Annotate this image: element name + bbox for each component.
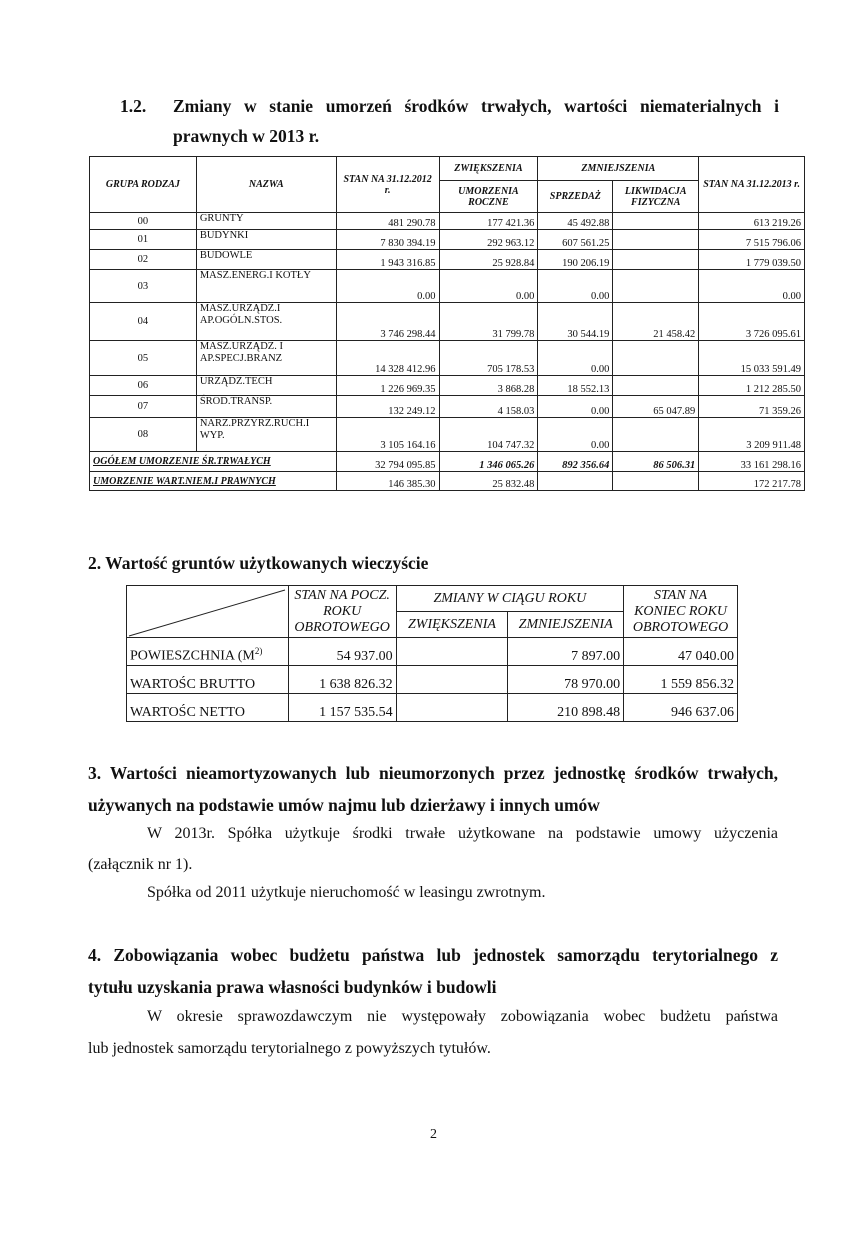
header-zmniejszenia: ZMNIEJSZENIA <box>538 157 699 181</box>
header-likwidacja: LIKWIDACJA FIZYCZNA <box>613 181 699 213</box>
row-code: 06 <box>90 376 197 396</box>
row-sprzedaz: 0.00 <box>538 270 613 303</box>
total-sprzedaz: 892 356.64 <box>538 452 613 472</box>
row-sprzedaz: 30 544.19 <box>538 303 613 341</box>
row-start: 0.00 <box>336 270 439 303</box>
diagonal-line <box>127 586 287 638</box>
header-increase: ZWIĘKSZENIA <box>396 612 508 638</box>
table-row <box>90 213 805 230</box>
row-label-text: POWIESZCHNIA (M <box>130 649 255 664</box>
table-row <box>90 418 805 452</box>
row-decrease: 210 898.48 <box>508 694 624 722</box>
row-code: 07 <box>90 396 197 418</box>
total-likwidacja: 86 506.31 <box>613 452 699 472</box>
row-sprzedaz: 607 561.25 <box>538 230 613 250</box>
intangible-sprzedaz <box>538 472 613 491</box>
row-decrease: 7 897.00 <box>508 638 624 666</box>
table-row <box>90 270 805 303</box>
intangible-start: 146 385.30 <box>336 472 439 491</box>
row-start: 481 290.78 <box>336 213 439 230</box>
table-row <box>127 694 738 722</box>
table-row <box>127 638 738 666</box>
row-end: 1 559 856.32 <box>624 666 738 694</box>
row-name: MASZ.URZĄDZ. I AP.SPECJ.BRANZ <box>196 341 336 376</box>
section3-para1-line2: (załącznik nr 1). <box>88 856 193 873</box>
section4-title-line2: tytułu uzyskania prawa własności budynków i budowli <box>88 977 497 997</box>
row-label <box>127 638 289 666</box>
row-sprzedaz: 18 552.13 <box>538 376 613 396</box>
row-umorzenia: 0.00 <box>439 270 538 303</box>
row-umorzenia: 3 868.28 <box>439 376 538 396</box>
row-sprzedaz: 0.00 <box>538 418 613 452</box>
table-row <box>90 376 805 396</box>
row-likwidacja <box>613 270 699 303</box>
row-sprzedaz: 0.00 <box>538 396 613 418</box>
row-start: 1 157 535.54 <box>288 694 396 722</box>
row-umorzenia: 25 928.84 <box>439 250 538 270</box>
header-decrease: ZMNIEJSZENIA <box>508 612 624 638</box>
section4-title-line1: 4. Zobowiązania wobec budżetu państwa lub jednostek samorządu terytorialnego z <box>88 945 778 965</box>
row-end: 71 359.26 <box>699 396 805 418</box>
row-decrease: 78 970.00 <box>508 666 624 694</box>
section4-para-line1: W okresie sprawozdawczym nie występowały zobowiązania wobec budżetu państwa <box>147 1008 778 1025</box>
total-umorzenia: 1 346 065.26 <box>439 452 538 472</box>
row-code: 00 <box>90 213 197 230</box>
section3-title-line1: 3. Wartości nieamortyzowanych lub nieumorzonych przez jednostkę środków trwałych, <box>88 763 778 783</box>
table-row <box>90 230 805 250</box>
section-title-line2: prawnych w 2013 r. <box>173 126 320 146</box>
header-stan-start: STAN NA 31.12.2012 r. <box>336 157 439 213</box>
row-code: 02 <box>90 250 197 270</box>
section2-title: 2. Wartość gruntów użytkowanych wieczyście <box>88 553 429 573</box>
row-label: WARTOŚC BRUTTO <box>127 666 289 694</box>
row-end: 15 033 591.49 <box>699 341 805 376</box>
table-row <box>90 341 805 376</box>
page-number: 2 <box>430 1127 437 1142</box>
row-code: 01 <box>90 230 197 250</box>
row-likwidacja <box>613 230 699 250</box>
row-name: NARZ.PRZYRZ.RUCH.I WYP. <box>196 418 336 452</box>
row-likwidacja <box>613 418 699 452</box>
row-likwidacja <box>613 376 699 396</box>
row-end: 1 212 285.50 <box>699 376 805 396</box>
row-start: 1 638 826.32 <box>288 666 396 694</box>
row-umorzenia: 292 963.12 <box>439 230 538 250</box>
row-start: 1 943 316.85 <box>336 250 439 270</box>
header-changes: ZMIANY W CIĄGU ROKU <box>396 586 624 612</box>
row-umorzenia: 705 178.53 <box>439 341 538 376</box>
row-likwidacja <box>613 213 699 230</box>
header-end: STAN NA KONIEC ROKU OBROTOWEGO <box>624 586 738 638</box>
row-end: 3 209 911.48 <box>699 418 805 452</box>
row-likwidacja <box>613 341 699 376</box>
row-start: 14 328 412.96 <box>336 341 439 376</box>
row-code: 05 <box>90 341 197 376</box>
section3-para2: Spółka od 2011 użytkuje nieruchomość w leasingu zwrotnym. <box>147 884 546 901</box>
row-name: BUDYNKI <box>196 230 336 250</box>
row-name: GRUNTY <box>196 213 336 230</box>
row-code: 03 <box>90 270 197 303</box>
section-number: 1.2. <box>120 96 147 116</box>
intangible-label: UMORZENIE WART.NIEM.I PRAWNYCH <box>90 472 337 491</box>
row-umorzenia: 104 747.32 <box>439 418 538 452</box>
row-increase <box>396 694 508 722</box>
row-start: 132 249.12 <box>336 396 439 418</box>
intangible-umorzenia: 25 832.48 <box>439 472 538 491</box>
row-end: 3 726 095.61 <box>699 303 805 341</box>
header-umorzenia: UMORZENIA ROCZNE <box>439 181 538 213</box>
table-row <box>90 396 805 418</box>
row-end: 47 040.00 <box>624 638 738 666</box>
section-title-line1: Zmiany w stanie umorzeń środków trwałych, wartości niematerialnych i <box>173 96 779 116</box>
row-start: 7 830 394.19 <box>336 230 439 250</box>
row-end: 0.00 <box>699 270 805 303</box>
row-start: 3 105 164.16 <box>336 418 439 452</box>
header-nazwa: NAZWA <box>196 157 336 213</box>
table-row <box>90 250 805 270</box>
row-label: WARTOŚC NETTO <box>127 694 289 722</box>
diagonal-corner-cell <box>127 586 289 638</box>
row-increase <box>396 666 508 694</box>
row-label-sup: 2) <box>254 646 263 657</box>
row-code: 08 <box>90 418 197 452</box>
total-row <box>90 452 805 472</box>
header-grupa: GRUPA RODZAJ <box>90 157 197 213</box>
intangible-row <box>90 472 805 491</box>
row-name: MASZ.ENERG.I KOTŁY <box>196 270 336 303</box>
depreciation-table <box>89 156 805 491</box>
row-start: 3 746 298.44 <box>336 303 439 341</box>
row-code: 04 <box>90 303 197 341</box>
table-row <box>90 303 805 341</box>
total-start: 32 794 095.85 <box>336 452 439 472</box>
row-sprzedaz: 45 492.88 <box>538 213 613 230</box>
header-zwiekszenia: ZWIĘKSZENIA <box>439 157 538 181</box>
row-end: 1 779 039.50 <box>699 250 805 270</box>
section4-para-line2: lub jednostek samorządu terytorialnego z powyższych tytułów. <box>88 1040 491 1057</box>
row-name: BUDOWLE <box>196 250 336 270</box>
table-row <box>127 666 738 694</box>
row-start: 54 937.00 <box>288 638 396 666</box>
row-sprzedaz: 0.00 <box>538 341 613 376</box>
total-label: OGÓŁEM UMORZENIE ŚR.TRWAŁYCH <box>90 452 337 472</box>
row-end: 7 515 796.06 <box>699 230 805 250</box>
row-likwidacja: 65 047.89 <box>613 396 699 418</box>
row-likwidacja <box>613 250 699 270</box>
row-increase <box>396 638 508 666</box>
row-name: ŚROD.TRANSP. <box>196 396 336 418</box>
row-sprzedaz: 190 206.19 <box>538 250 613 270</box>
row-umorzenia: 4 158.03 <box>439 396 538 418</box>
section3-para1-line1: W 2013r. Spółka użytkuje środki trwałe użytkowane na podstawie umowy użyczenia <box>147 825 778 842</box>
total-end: 33 161 298.16 <box>699 452 805 472</box>
land-table <box>126 585 738 722</box>
intangible-likwidacja <box>613 472 699 491</box>
header-sprzedaz: SPRZEDAŻ <box>538 181 613 213</box>
row-end: 946 637.06 <box>624 694 738 722</box>
intangible-end: 172 217.78 <box>699 472 805 491</box>
row-name: MASZ.URZĄDZ.I AP.OGÓLN.STOS. <box>196 303 336 341</box>
row-umorzenia: 177 421.36 <box>439 213 538 230</box>
header-stan-end: STAN NA 31.12.2013 r. <box>699 157 805 213</box>
row-end: 613 219.26 <box>699 213 805 230</box>
row-likwidacja: 21 458.42 <box>613 303 699 341</box>
row-start: 1 226 969.35 <box>336 376 439 396</box>
section3-title-line2: używanych na podstawie umów najmu lub dzierżawy i innych umów <box>88 795 600 815</box>
row-name: URZĄDZ.TECH <box>196 376 336 396</box>
row-umorzenia: 31 799.78 <box>439 303 538 341</box>
header-start: STAN NA POCZ. ROKU OBROTOWEGO <box>288 586 396 638</box>
